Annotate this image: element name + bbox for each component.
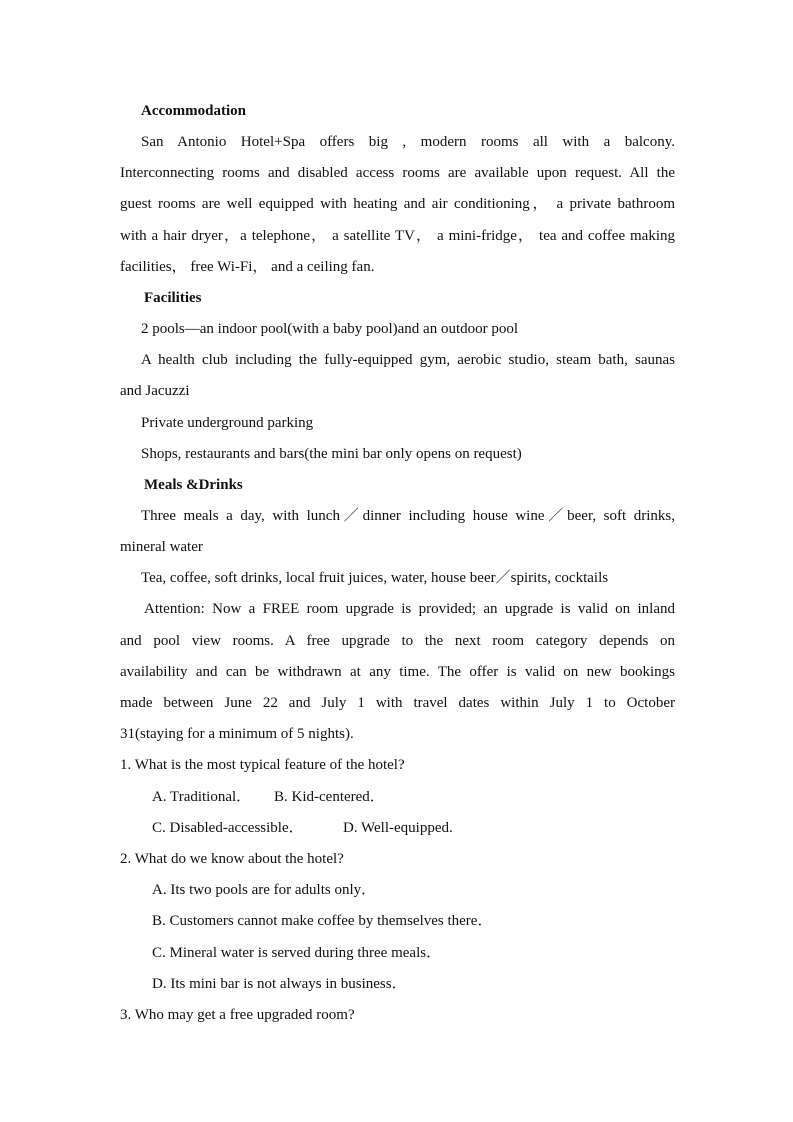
question-2: 2. What do we know about the hotel?: [120, 851, 344, 867]
attention-paragraph-line: made between June 22 and July 1 with travel dates within July 1 to October: [120, 695, 675, 711]
question-1-option-c: C. Disabled-accessible．: [152, 820, 304, 836]
attention-paragraph-line: 31(staying for a minimum of 5 nights).: [120, 726, 354, 742]
paragraph-line: San Antonio Hotel+Spa offers big , modern rooms all with a balcony.: [141, 134, 675, 150]
meals-item: Three meals a day, with lunch／dinner including house wine／beer, soft drinks,: [141, 508, 675, 524]
meals-item-continued: mineral water: [120, 539, 203, 555]
meals-item: Tea, coffee, soft drinks, local fruit juices, water, house beer／spirits, cocktails: [141, 570, 609, 586]
attention-paragraph-line: and pool view rooms. A free upgrade to the next room category depends on: [120, 633, 675, 649]
attention-paragraph-line: Attention: Now a FREE room upgrade is provided; an upgrade is valid on inland: [144, 601, 675, 617]
section-heading-accommodation: Accommodation: [141, 103, 246, 119]
question-1-option-d: D. Well-equipped.: [343, 820, 453, 836]
facility-item-continued: and Jacuzzi: [120, 383, 190, 399]
section-heading-facilities: Facilities: [144, 290, 202, 306]
question-2-option-c: C. Mineral water is served during three meals．: [152, 945, 442, 961]
paragraph-line: Interconnecting rooms and disabled access rooms are available upon request. All the: [120, 165, 675, 181]
question-2-option-d: D. Its mini bar is not always in business．: [152, 976, 407, 992]
facility-item: Private underground parking: [141, 415, 314, 431]
paragraph-line: facilities， free Wi-Fi， and a ceiling fan.: [120, 259, 375, 275]
facility-item: A health club including the fully-equipped gym, aerobic studio, steam bath, saunas: [141, 352, 675, 368]
paragraph-line: guest rooms are well equipped with heating and air conditioning， a private bathroom: [120, 196, 675, 212]
question-3: 3. Who may get a free upgraded room?: [120, 1007, 355, 1023]
facility-item: Shops, restaurants and bars(the mini bar only opens on request): [141, 446, 522, 462]
facility-item: 2 pools—an indoor pool(with a baby pool)and an outdoor pool: [141, 321, 519, 337]
question-2-option-a: A. Its two pools are for adults only．: [152, 882, 377, 898]
question-1: 1. What is the most typical feature of the hotel?: [120, 757, 405, 773]
question-2-option-b: B. Customers cannot make coffee by themselves there．: [152, 913, 493, 929]
paragraph-line: with a hair dryer，a telephone， a satellite TV， a mini-fridge， tea and coffee making: [120, 228, 675, 244]
question-1-option-a: A. Traditional．: [152, 789, 252, 805]
attention-paragraph-line: availability and can be withdrawn at any time. The offer is valid on new bookings: [120, 664, 675, 680]
question-1-option-b: B. Kid-centered．: [274, 789, 385, 805]
section-heading-meals: Meals &Drinks: [144, 477, 243, 493]
